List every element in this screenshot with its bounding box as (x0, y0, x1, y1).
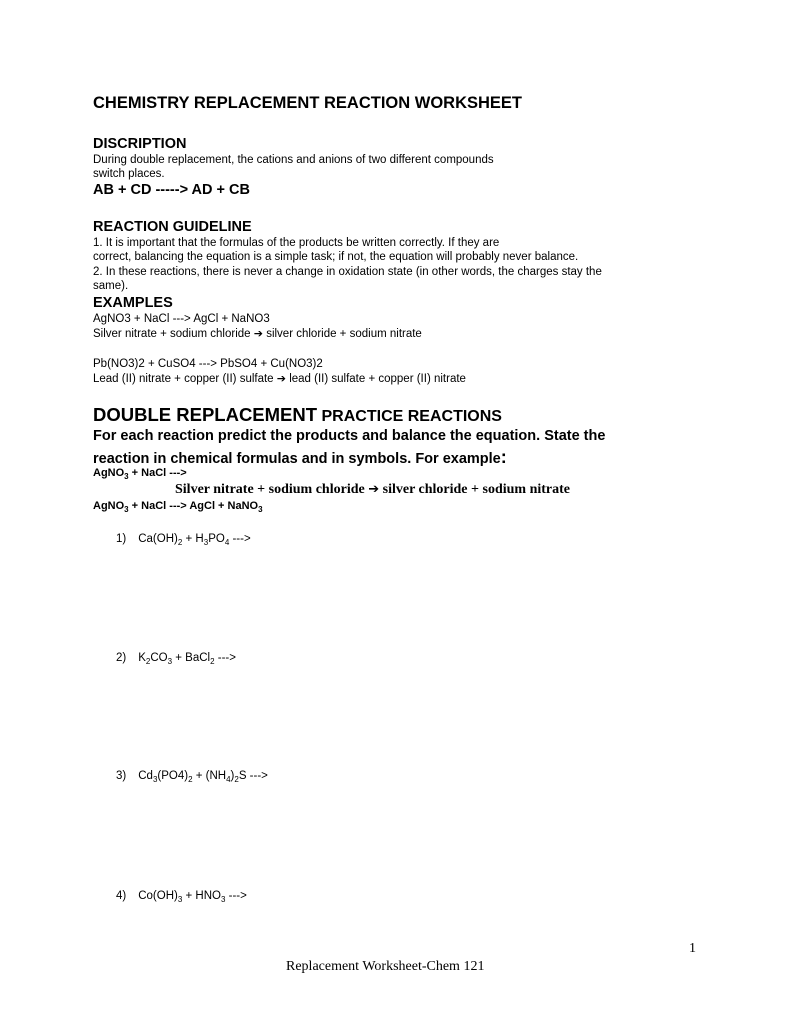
example-1-formula: AgNO3 + NaCl ---> AgCl + NaNO3 (93, 313, 270, 325)
eg-bal-text-2: + NaCl ---> AgCl + NaNO (128, 500, 259, 512)
p1-t4: ---> (229, 533, 251, 545)
eg-bal-text-1: AgNO (93, 500, 125, 512)
guideline-heading: REACTION GUIDELINE (93, 219, 252, 235)
p3-s3: 4 (226, 775, 231, 784)
footer-text: Replacement Worksheet-Chem 121 (286, 959, 485, 974)
p2-s1: 2 (145, 657, 151, 666)
practice-instructions-2-colon: : (500, 447, 507, 467)
problem-2 (116, 651, 236, 665)
practice-heading (93, 404, 502, 426)
p2-t3: + BaCl (172, 652, 211, 664)
eg-text-1: AgNO (93, 467, 125, 479)
practice-heading-rest: PRACTICE REACTIONS (317, 408, 502, 425)
eg-words-reactants: Silver nitrate + sodium chloride (175, 482, 369, 497)
description-line-1: During double replacement, the cations and anions of two different compounds (93, 154, 494, 166)
eg-words-products: silver chloride + sodium nitrate (379, 482, 570, 497)
eg-bal-sub-1: 3 (124, 505, 129, 514)
example-1-products: silver chloride + sodium nitrate (266, 328, 422, 340)
p3-t4: ) (230, 770, 235, 782)
practice-heading-main: DOUBLE REPLACEMENT (93, 404, 318, 425)
problem-3 (116, 769, 268, 783)
guideline-line-3: 2. In these reactions, there is never a change in oxidation state (in other words, the charges stay the (93, 266, 602, 278)
p3-s1: 3 (152, 775, 158, 784)
example-word-equation (175, 482, 570, 498)
p2-t1: K (138, 652, 146, 664)
p2-t2: CO (150, 652, 168, 664)
guideline-line-4: same). (93, 280, 129, 292)
p3-s2: 2 (188, 775, 193, 784)
problem-4 (116, 889, 247, 903)
problem-number: 4) (116, 890, 127, 902)
p1-s2: 3 (203, 538, 209, 547)
example-2-words (93, 372, 466, 386)
p2-s2: 3 (167, 657, 173, 666)
p4-s1: 3 (177, 895, 183, 904)
description-heading: DISCRIPTION (93, 136, 187, 152)
problem-number: 3) (116, 770, 127, 782)
description-line-2: switch places. (93, 168, 165, 180)
p3-s4: 2 (234, 775, 239, 784)
guideline-line-2: correct, balancing the equation is a simple task; if not, the equation will probably never balance. (93, 251, 579, 263)
example-2-formula: Pb(NO3)2 + CuSO4 ---> PbSO4 + Cu(NO3)2 (93, 358, 323, 370)
problem-number: 1) (116, 533, 127, 545)
p4-t1: Co(OH) (138, 890, 178, 902)
example-2-products: lead (II) sulfate + copper (II) nitrate (289, 373, 466, 385)
eg-sub-1: 3 (124, 472, 129, 481)
p4-t2: + HNO (182, 890, 221, 902)
p2-s3: 2 (210, 657, 215, 666)
p1-t1: Ca(OH) (138, 533, 178, 545)
practice-instructions-1: For each reaction predict the products and balance the equation. State the (93, 428, 606, 444)
eg-text-2: + NaCl ---> (128, 467, 187, 479)
worksheet-title: CHEMISTRY REPLACEMENT REACTION WORKSHEET (93, 94, 523, 112)
p3-t5: S ---> (238, 770, 268, 782)
practice-instructions-2-text: reaction in chemical formulas and in symbols. For example (93, 451, 501, 467)
p1-s1: 2 (177, 538, 183, 547)
eg-bal-sub-2: 3 (258, 505, 263, 514)
arrow-icon: ➔ (276, 372, 286, 385)
problem-1 (116, 532, 251, 546)
example-1-words (93, 327, 422, 341)
practice-instructions-2 (93, 447, 507, 468)
p2-t4: ---> (214, 652, 236, 664)
p1-s3: 4 (224, 538, 230, 547)
problem-number: 2) (116, 652, 127, 664)
general-formula: AB + CD -----> AD + CB (93, 182, 250, 198)
p3-t3: + (NH (192, 770, 227, 782)
example-2-reactants: Lead (II) nitrate + copper (II) sulfate (93, 373, 274, 385)
arrow-icon: ➔ (253, 327, 263, 340)
arrow-icon: ➔ (368, 482, 380, 497)
example-balanced-formula (93, 499, 263, 513)
p4-s2: 3 (220, 895, 226, 904)
examples-heading: EXAMPLES (93, 295, 173, 311)
p4-t3: ---> (225, 890, 247, 902)
guideline-line-1: 1. It is important that the formulas of the products be written correctly. If they are (93, 237, 500, 249)
p1-t3: PO (208, 533, 225, 545)
page-number: 1 (689, 941, 696, 956)
p1-t2: + H (182, 533, 204, 545)
p3-t1: Cd (138, 770, 153, 782)
p3-t2: (PO4) (157, 770, 189, 782)
example-reactants-formula (93, 466, 187, 480)
example-1-reactants: Silver nitrate + sodium chloride (93, 328, 251, 340)
